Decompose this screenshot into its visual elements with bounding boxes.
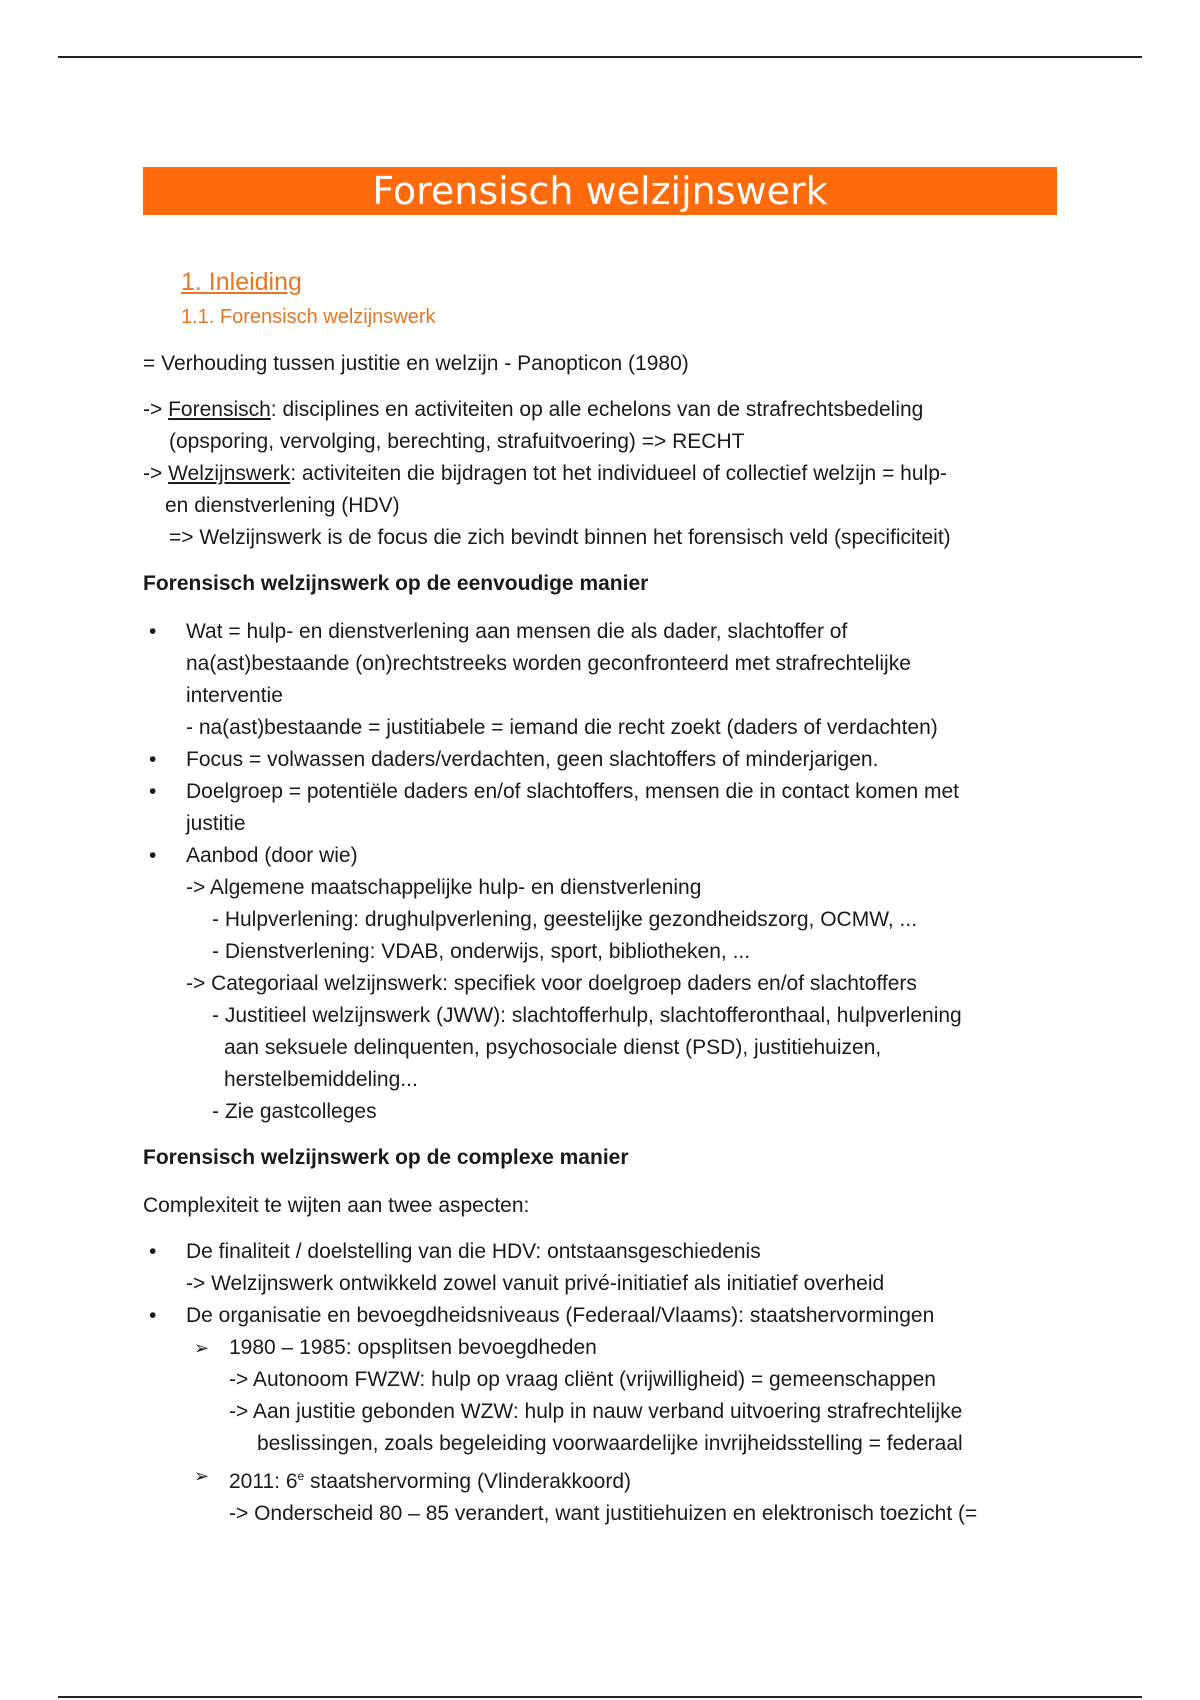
reform-label: 1980 – 1985: opsplitsen bevoegdheden [229, 1336, 597, 1359]
section-heading-simple: Forensisch welzijnswerk op de eenvoudige manier [143, 572, 649, 595]
bullet-icon: • [149, 1240, 157, 1263]
bullet-icon: • [149, 780, 157, 803]
item-line: De organisatie en bevoegdheidsniveaus (Federaal/Vlaams): staatshervormingen [186, 1304, 935, 1327]
arrow-prefix: -> [143, 462, 169, 485]
complex-bullet-list [143, 1236, 1043, 1530]
welzijnswerk-continuation: en dienstverlening (HDV) [165, 494, 400, 517]
item-line: na(ast)bestaande (on)rechtstreeks worden geconfronteerd met strafrechtelijke [186, 652, 911, 675]
list-item [143, 1300, 1043, 1530]
aanbod-jww-cont: aan seksuele delinquenten, psychosociale dienst (PSD), justitiehuizen, [224, 1036, 882, 1059]
document-body [143, 262, 1043, 1544]
bullet-icon: • [149, 1304, 157, 1327]
aanbod-categoriaal: -> Categoriaal welzijnswerk: specifiek voor doelgroep daders en/of slachtoffers [186, 972, 917, 995]
reform-detail: -> Aan justitie gebonden WZW: hulp in nauw verband uitvoering strafrechtelijke [229, 1400, 963, 1423]
term-welzijnswerk: Welzijnswerk [168, 462, 291, 485]
aanbod-jww-cont: herstelbemiddeling... [224, 1068, 418, 1091]
item-line: - na(ast)bestaande = justitiabele = iemand die recht zoekt (daders of verdachten) [186, 716, 938, 739]
bottom-rule [58, 1696, 1142, 1698]
reform-label-text: 2011: 6 [229, 1470, 298, 1493]
aanbod-hulpverlening: - Hulpverlening: drughulpverlening, geestelijke gezondheidszorg, OCMW, ... [212, 908, 918, 931]
reform-label-text: staatshervorming (Vlinderakkoord) [304, 1470, 632, 1493]
reform-item [186, 1332, 1043, 1460]
bullet-icon: • [149, 748, 157, 771]
item-line: Wat = hulp- en dienstverlening aan mensen die als dader, slachtoffer of [186, 620, 848, 643]
heading-inleiding: 1. Inleiding [181, 268, 302, 296]
bullet-icon: • [149, 844, 157, 867]
section-heading-complex: Forensisch welzijnswerk op de complexe manier [143, 1146, 629, 1169]
forensisch-line [143, 394, 1043, 426]
arrow-bullet-icon: ➢ [194, 1338, 210, 1358]
reform-detail: -> Onderscheid 80 – 85 verandert, want justitiehuizen en elektronisch toezicht (= [229, 1502, 978, 1525]
welzijnswerk-text: : activiteiten die bijdragen tot het individueel of collectief welzijn = hulp- [290, 462, 947, 485]
item-line: Focus = volwassen daders/verdachten, geen slachtoffers of minderjarigen. [186, 748, 879, 771]
aanbod-label: Aanbod (door wie) [186, 844, 358, 867]
list-item [143, 744, 1043, 776]
definition-line: = Verhouding tussen justitie en welzijn - Panopticon (1980) [143, 352, 689, 375]
arrow-bullet-icon: ➢ [194, 1466, 210, 1486]
aanbod-dienstverlening: - Dienstverlening: VDAB, onderwijs, sport, bibliotheken, ... [212, 940, 751, 963]
superscript: e [297, 1469, 305, 1483]
aanbod-algemeen: -> Algemene maatschappelijke hulp- en dienstverlening [186, 876, 702, 899]
heading-forensisch-welzijnswerk: 1.1. Forensisch welzijnswerk [181, 306, 436, 328]
term-forensisch: Forensisch [168, 398, 271, 421]
welzijnswerk-line [143, 458, 1043, 490]
list-item-aanbod [143, 840, 1043, 1128]
forensisch-text: : disciplines en activiteiten op alle echelons van de strafrechtsbedeling [270, 398, 924, 421]
arrow-prefix: -> [143, 398, 169, 421]
item-line: interventie [186, 684, 283, 707]
complex-intro: Complexiteit te wijten aan twee aspecten: [143, 1194, 530, 1217]
item-line: justitie [186, 812, 246, 835]
aanbod-jww: - Justitieel welzijnswerk (JWW): slachtofferhulp, slachtofferonthaal, hulpverlening [212, 1004, 962, 1027]
page-title: Forensisch welzijnswerk [143, 167, 1057, 215]
forensisch-continuation: (opsporing, vervolging, berechting, strafuitvoering) => RECHT [169, 430, 745, 453]
simple-bullet-list [143, 616, 1043, 1128]
list-item [143, 776, 1043, 840]
aanbod-gastcolleges: - Zie gastcolleges [212, 1100, 377, 1123]
reform-detail-cont: beslissingen, zoals begeleiding voorwaardelijke invrijheidsstelling = federaal [257, 1432, 963, 1455]
list-item [143, 1236, 1043, 1300]
item-line: Doelgroep = potentiële daders en/of slachtoffers, mensen die in contact komen met [186, 780, 959, 803]
welzijnswerk-conclusion: => Welzijnswerk is de focus die zich bevindt binnen het forensisch veld (specificiteit) [169, 526, 951, 549]
list-item [143, 616, 1043, 744]
bullet-icon: • [149, 620, 157, 643]
top-rule [58, 56, 1142, 58]
item-line: De finaliteit / doelstelling van die HDV: ontstaansgeschiedenis [186, 1240, 761, 1263]
item-line: -> Welzijnswerk ontwikkeld zowel vanuit privé-initiatief als initiatief overheid [186, 1272, 885, 1295]
reform-label [229, 1460, 1043, 1498]
reform-item [186, 1460, 1043, 1530]
reform-detail: -> Autonoom FWZW: hulp op vraag cliënt (vrijwilligheid) = gemeenschappen [229, 1368, 936, 1391]
